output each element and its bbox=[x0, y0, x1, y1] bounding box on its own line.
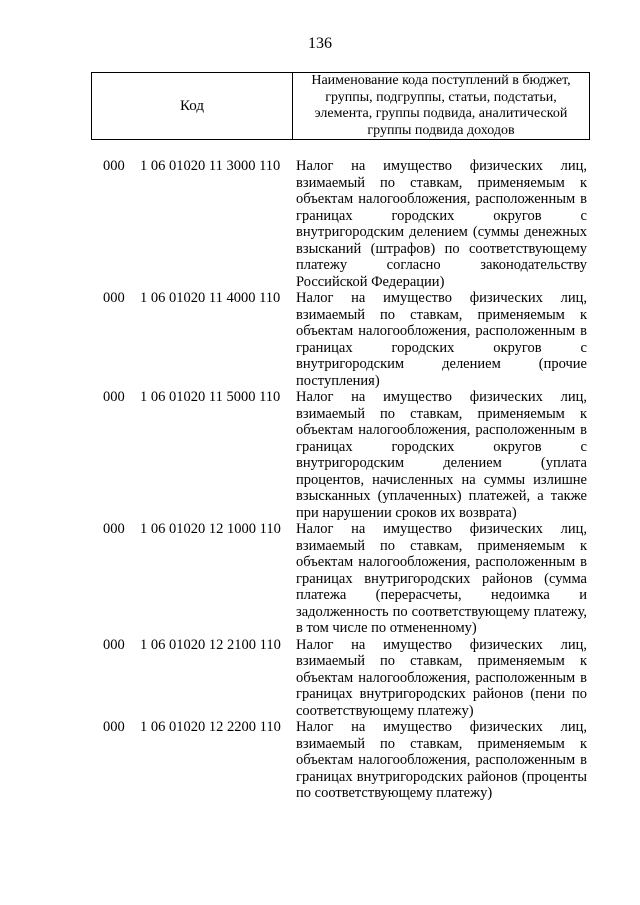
income-description: Налог на имущество физических лиц, взимаемый по ставкам, применяемым к объектам налогообложения, расположенным в границах внутригородских районов (проценты по соответствующему платежу) bbox=[296, 719, 587, 801]
table-row bbox=[0, 389, 640, 521]
table-header bbox=[91, 72, 590, 140]
income-description: Налог на имущество физических лиц, взимаемый по ставкам, применяемым к объектам налогообложения, расположенным в границах городских округов с внутригородским делением (прочие поступления) bbox=[296, 290, 587, 389]
income-code: 1 06 01020 12 2100 110 bbox=[140, 636, 281, 653]
table-row bbox=[0, 158, 640, 290]
page-number: 136 bbox=[308, 35, 332, 52]
table-row bbox=[0, 637, 640, 720]
admin-code: 000 bbox=[103, 158, 125, 174]
table-row bbox=[0, 521, 640, 637]
name-column-header: Наименование кода поступлений в бюджет, группы, подгруппы, статьи, подстатьи, элемента, группы подвида, аналитической группы подвида доходов bbox=[311, 73, 571, 138]
income-code-list bbox=[0, 158, 640, 802]
admin-code: 000 bbox=[103, 389, 125, 405]
admin-code: 000 bbox=[103, 521, 125, 537]
admin-code: 000 bbox=[103, 719, 125, 735]
income-description: Налог на имущество физических лиц, взимаемый по ставкам, применяемым к объектам налогообложения, расположенным в границах городских округов с внутригородским делением (суммы денежных взысканий (штрафов) по соответствующему платежу согласно законодательству Российской Федерации) bbox=[296, 158, 587, 290]
income-code: 1 06 01020 12 1000 110 bbox=[140, 521, 281, 537]
income-description: Налог на имущество физических лиц, взимаемый по ставкам, применяемым к объектам налогообложения, расположенным в границах внутригородских районов (пени по соответствующему платежу) bbox=[296, 636, 587, 719]
income-description: Налог на имущество физических лиц, взимаемый по ставкам, применяемым к объектам налогообложения, расположенным в границах внутригородских районов (сумма платежа (перерасчеты, недоимка и задолженность по соответствующему платежу, в том числе по отмененному) bbox=[296, 521, 587, 636]
income-code: 1 06 01020 11 3000 110 bbox=[140, 158, 281, 174]
admin-code: 000 bbox=[103, 636, 125, 653]
code-column-header: Код bbox=[92, 73, 293, 139]
admin-code: 000 bbox=[103, 290, 125, 306]
income-code: 1 06 01020 11 4000 110 bbox=[140, 290, 281, 306]
income-description: Налог на имущество физических лиц, взимаемый по ставкам, применяемым к объектам налогообложения, расположенным в границах городских округов с внутригородским делением (уплата процентов, начисленных на суммы излишне взысканных (уплаченных) платежей, а также при нарушении сроков их возврата) bbox=[296, 389, 587, 521]
income-code: 1 06 01020 11 5000 110 bbox=[140, 389, 281, 405]
income-code: 1 06 01020 12 2200 110 bbox=[140, 719, 281, 735]
table-row bbox=[0, 290, 640, 389]
table-row bbox=[0, 719, 640, 802]
